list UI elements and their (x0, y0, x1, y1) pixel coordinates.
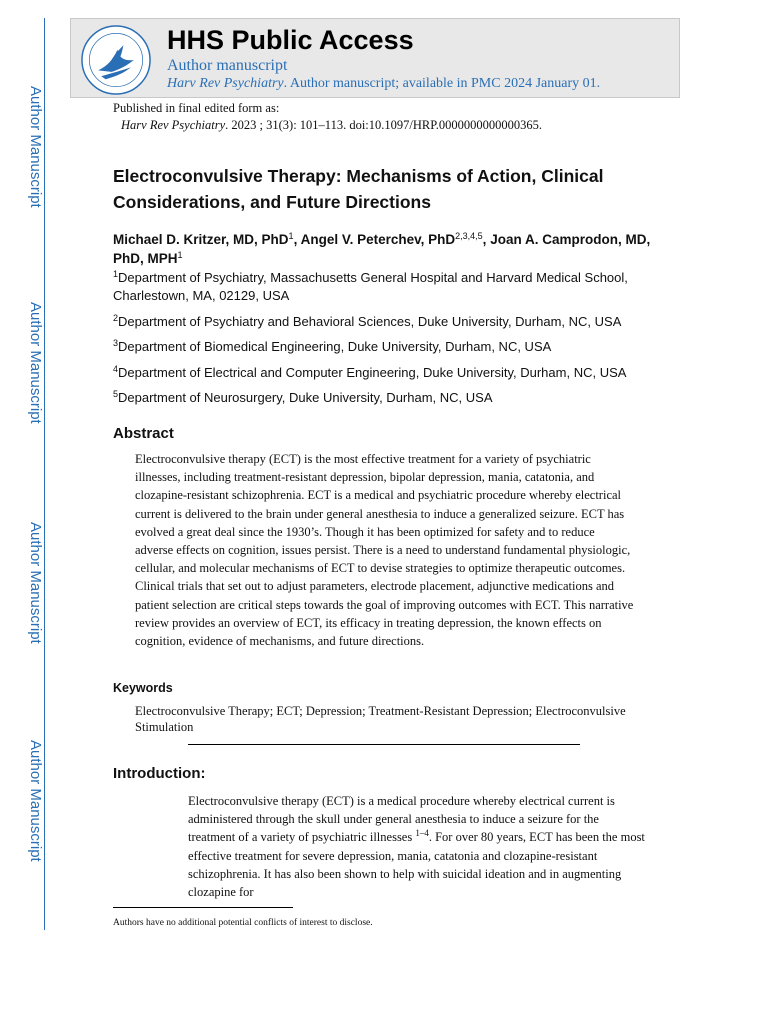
introduction-text (188, 792, 648, 901)
reference-link[interactable]: 1–4 (415, 828, 429, 839)
author-affiliation-mark: 1 (288, 231, 294, 241)
author-separator: , (482, 232, 491, 247)
keywords-text: Electroconvulsive Therapy; ECT; Depression; Treatment-Resistant Depression; Electroconvulsive Stimulation (135, 704, 626, 734)
header-subtitle: Author manuscript (167, 57, 288, 74)
affiliation-text: Department of Psychiatry and Behavioral Sciences, Duke University, Durham, NC, USA (118, 314, 622, 329)
affiliation (113, 313, 673, 331)
author-name: Joan A. Camprodon, MD, PhD, MPH (113, 232, 651, 266)
affiliation-text: Department of Biomedical Engineering, Duke University, Durham, NC, USA (118, 339, 552, 354)
sidebar-label: Author Manuscript (27, 522, 44, 644)
abstract-heading: Abstract (113, 425, 174, 442)
author-affiliation-mark: 2,3,4,5 (455, 231, 483, 241)
keywords-heading: Keywords (113, 681, 173, 695)
header-availability-text: . Author manuscript; available in PMC 2024 January 01. (283, 76, 601, 91)
author-name: Michael D. Kritzer, MD, PhD (113, 232, 289, 247)
publication-journal: Harv Rev Psychiatry (121, 118, 226, 132)
publication-info (113, 100, 542, 134)
author-affiliation-mark: 1 (177, 250, 183, 260)
affiliation (113, 364, 673, 382)
author-separator: , (293, 232, 301, 247)
author-list (113, 230, 673, 268)
author-name: Angel V. Peterchev, PhD (300, 232, 456, 247)
affiliation-number: 2 (113, 313, 119, 323)
affiliation-number: 3 (113, 338, 119, 348)
publication-citation-text[interactable]: . 2023 ; 31(3): 101–113. doi:10.1097/HRP.0000000000000365. (225, 118, 543, 132)
sidebar-label: Author Manuscript (27, 740, 44, 862)
introduction-heading: Introduction: (113, 765, 206, 782)
footnote-rule (113, 907, 293, 908)
header-journal[interactable]: Harv Rev Psychiatry (167, 76, 284, 91)
affiliation-number: 5 (113, 389, 119, 399)
hhs-eagle-seal-icon (79, 23, 153, 97)
introduction-text-part: Electroconvulsive therapy (ECT) is a medical procedure whereby electrical current is administered through the skull under general anesthesia to induce a seizure for the treatment of a variety of psychiatric illnesses (188, 794, 615, 845)
hhs-header-banner (70, 18, 680, 98)
introduction-text-part: . For over 80 years, ECT has been the most effective treatment for severe depression, mania, catatonia and clozapine-resistant schizophrenia. It has also been shown to help with suicidal ideation and in augmenting clozapine for (188, 830, 645, 900)
affiliation-number: 1 (113, 269, 119, 279)
sidebar-rule (44, 18, 45, 930)
footnote: Authors have no additional potential conflicts of interest to disclose. (113, 918, 373, 928)
affiliation-text: Department of Psychiatry, Massachusetts General Hospital and Harvard Medical School, Charlestown, MA, 02129, USA (113, 270, 628, 303)
sidebar-label: Author Manuscript (27, 302, 44, 424)
affiliation (113, 338, 673, 356)
affiliation-text: Department of Neurosurgery, Duke University, Durham, NC, USA (118, 390, 493, 405)
affiliation-text: Department of Electrical and Computer Engineering, Duke University, Durham, NC, USA (118, 365, 627, 380)
section-divider (188, 744, 580, 745)
publication-label: Published in final edited form as: (113, 101, 280, 115)
publication-citation (113, 117, 542, 134)
header-availability (167, 76, 600, 92)
affiliation (113, 269, 673, 305)
article-title: Electroconvulsive Therapy: Mechanisms of Action, Clinical Considerations, and Future Directions (113, 166, 604, 212)
affiliation-number: 4 (113, 364, 119, 374)
affiliation (113, 389, 673, 407)
header-title: HHS Public Access (167, 25, 414, 55)
abstract-text: Electroconvulsive therapy (ECT) is the most effective treatment for a variety of psychiatric illnesses, including treatment-resistant depression, bipolar depression, mania, catatonia, and clozapine-resistant schizophrenia. ECT is a medical and psychiatric procedure whereby electrical current is delivered to the brain under general anesthesia to induce a generalized seizure. ECT has evolved a great deal since the 1930’s. Though it has been optimized for safety and to reduce adverse effects on cognition, issues persist. There is a need to understand fundamental physiologic, cellular, and molecular mechanisms of ECT to devise strategies to optimize therapeutic outcomes. Clinical trials that set out to adjust parameters, electrode placement, adjunctive medications and patient selection are critical steps towards the goal of improving outcomes with ECT. This narrative review provides an overview of ECT, its efficacy in treating depression, the known effects on cognition, evidence of mechanisms, and future directions. (135, 452, 634, 649)
sidebar-label: Author Manuscript (27, 86, 44, 208)
